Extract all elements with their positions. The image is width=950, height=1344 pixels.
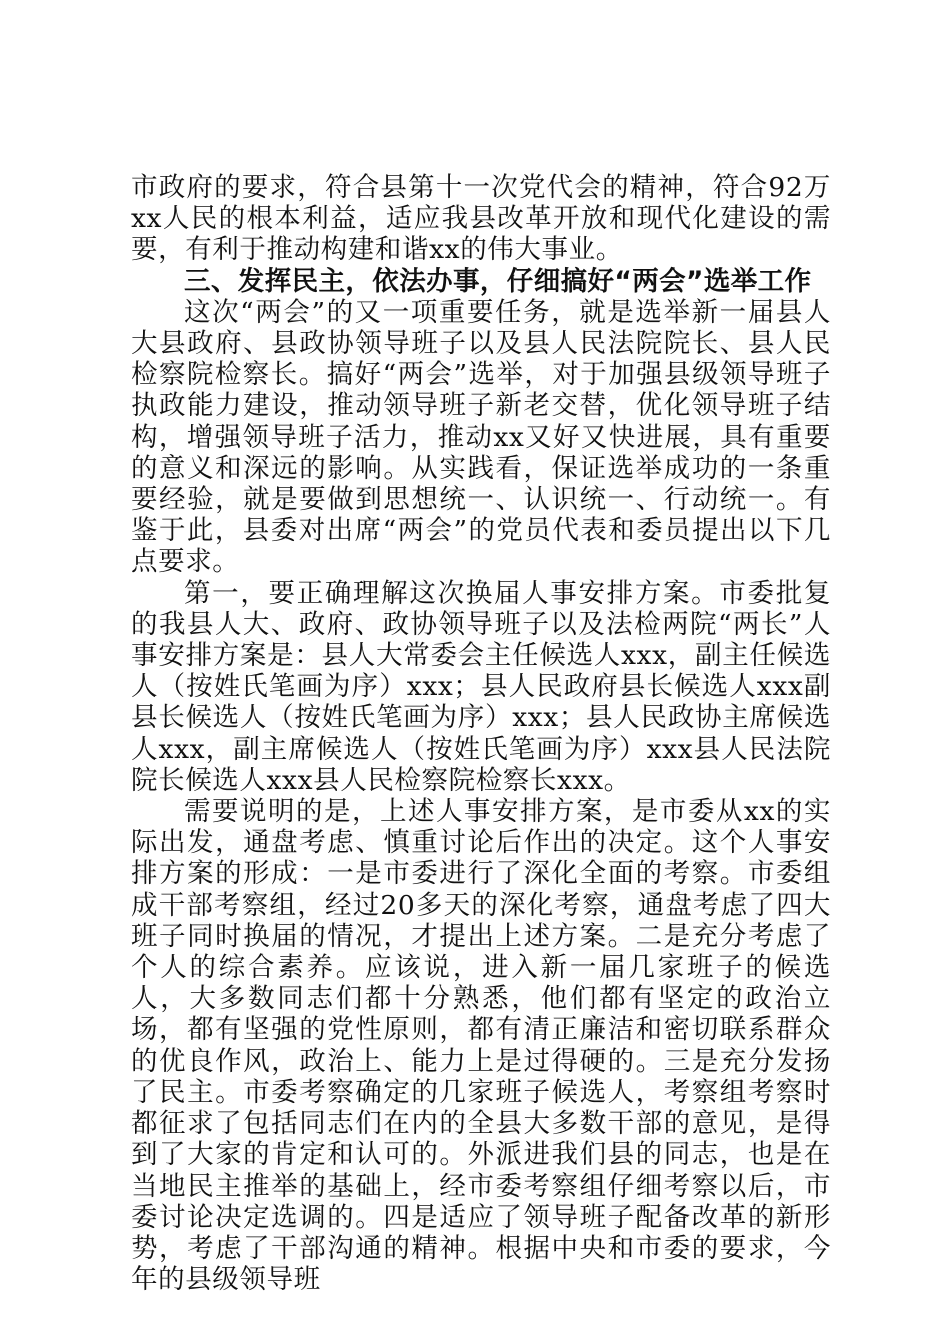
continuation-paragraph: 市政府的要求，符合县第十一次党代会的精神，符合92万xx人民的根本利益，适应我县改革开放和现代化建设的需要，有利于推动构建和谐xx的伟大事业。: [131, 172, 831, 266]
body-paragraph-explanation: 需要说明的是，上述人事安排方案，是市委从xx的实际出发，通盘考虑、慎重讨论后作出的决定。这个人事安排方案的形成：一是市委进行了深化全面的考察。市委组成干部考察组，经过20多天的深化考察，通盘考虑了四大班子同时换届的情况，才提出上述方案。二是充分考虑了个人的综合素养。应该说，进入新一届几家班子的候选人，大多数同志们都十分熟悉，他们都有坚定的政治立场，都有坚强的党性原则，都有清正廉洁和密切联系群众的优良作风，政治上、能力上是过得硬的。三是充分发扬了民主。市委考察确定的几家班子候选人，考察组考察时都征求了包括同志们在内的全县大多数干部的意见，是得到了大家的肯定和认可的。外派进我们县的同志，也是在当地民主推举的基础上，经市委考察组仔细考察以后，市委讨论决定选调的。四是适应了领导班子配备改革的新形势，考虑了干部沟通的精神。根据中央和市委的要求，今年的县级领导班: [131, 796, 831, 1296]
document-body: [131, 172, 831, 1295]
section-heading: 三、发挥民主，依法办事，仔细搞好“两会”选举工作: [184, 265, 812, 297]
body-paragraph-first-requirement: 第一，要正确理解这次换届人事安排方案。市委批复的我县人大、政府、政协领导班子以及法检两院“两长”人事安排方案是：县人大常委会主任候选人xxx，副主任候选人（按姓氏笔画为序）xxx；县人民政府县长候选人xxx副县长候选人（按姓氏笔画为序）xxx；县人民政协主席候选人xxx，副主席候选人（按姓氏笔画为序）xxx县人民法院院长候选人xxx县人民检察院检察长xxx。: [131, 577, 831, 796]
body-paragraph-elections: 这次“两会”的又一项重要任务，就是选举新一届县人大县政府、县政协领导班子以及县人民法院院长、县人民检察院检察长。搞好“两会”选举，对于加强县级领导班子执政能力建设，推动领导班子新老交替，优化领导班子结构，增强领导班子活力，推动xx又好又快进展，具有重要的意义和深远的影响。从实践看，保证选举成功的一条重要经验，就是要做到思想统一、认识统一、行动统一。有鉴于此，县委对出席“两会”的党员代表和委员提出以下几点要求。: [131, 296, 831, 578]
